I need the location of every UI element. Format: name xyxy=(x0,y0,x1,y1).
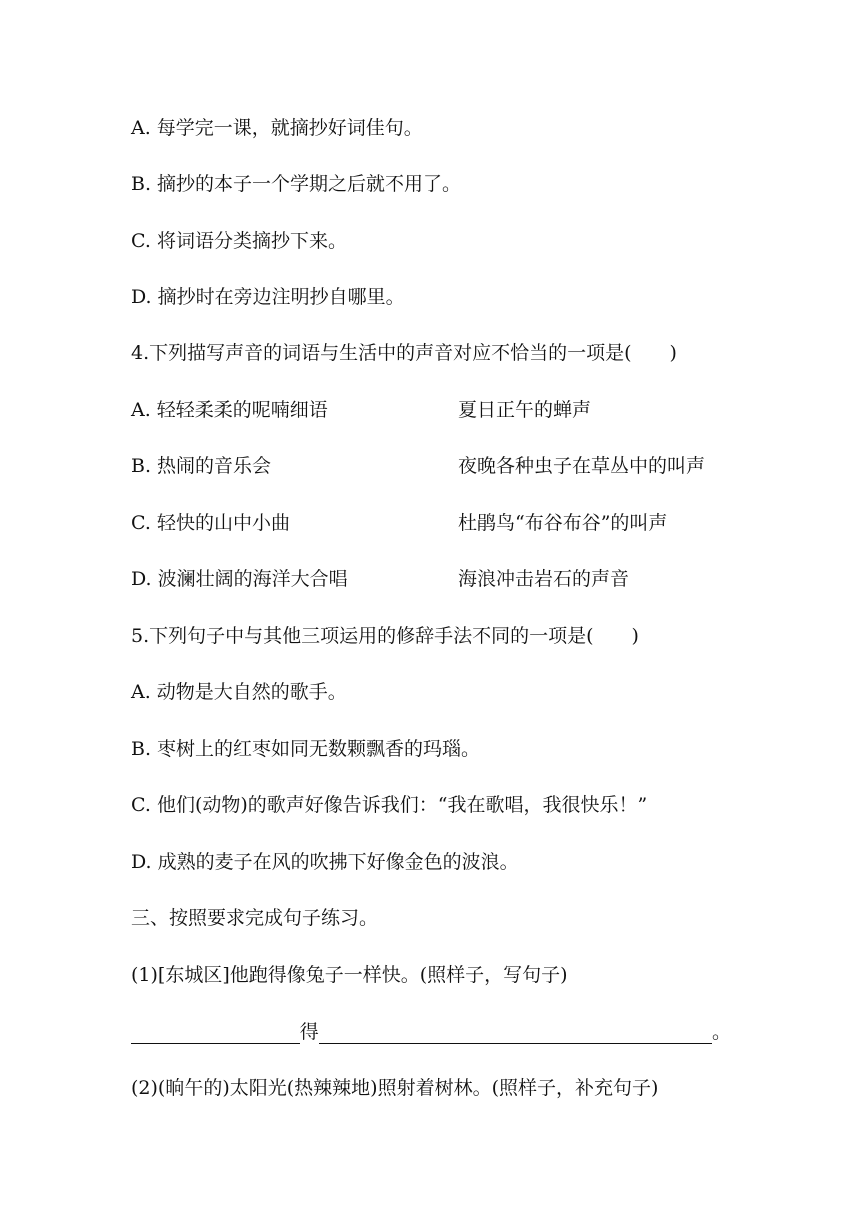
section-3-title: 三、按照要求完成句子练习。 xyxy=(131,907,379,929)
answer-blank-de: 得 xyxy=(299,1021,319,1043)
answer-blank-period: 。 xyxy=(711,1021,731,1043)
q4-option-b-right: 夜晚各种虫子在草丛中的叫声 xyxy=(458,455,706,477)
q3-option-b: B. 摘抄的本子一个学期之后就不用了。 xyxy=(131,173,462,195)
section-3-item-2: (2)(晌午的)太阳光(热辣辣地)照射着树林。(照样子，补充句子) xyxy=(131,1077,659,1099)
answer-blank-line[interactable] xyxy=(131,1020,731,1044)
q5-option-a: A. 动物是大自然的歌手。 xyxy=(131,681,347,703)
section-3-item-1: (1)[东城区]他跑得像兔子一样快。(照样子，写句子) xyxy=(131,964,568,986)
q5-option-b: B. 枣树上的红枣如同无数颗飘香的玛瑙。 xyxy=(131,738,481,760)
q4-option-a-left: A. 轻轻柔柔的呢喃细语 xyxy=(131,399,328,421)
answer-blank-first[interactable] xyxy=(131,1023,300,1044)
q4-option-d-right: 海浪冲击岩石的声音 xyxy=(458,568,630,590)
q4-option-b-left: B. 热闹的音乐会 xyxy=(131,455,272,477)
q5-option-c: C. 他们(动物)的歌声好像告诉我们：“我在歌唱，我很快乐！” xyxy=(131,794,648,816)
q5-option-d: D. 成熟的麦子在风的吹拂下好像金色的波浪。 xyxy=(131,851,519,873)
q4-option-a-right: 夏日正午的蝉声 xyxy=(458,399,592,421)
q3-option-c: C. 将词语分类摘抄下来。 xyxy=(131,230,347,252)
q4-stem: 4.下列描写声音的词语与生活中的声音对应不恰当的一项是( ) xyxy=(131,342,677,364)
answer-blank-second[interactable] xyxy=(319,1023,712,1044)
q5-stem: 5.下列句子中与其他三项运用的修辞手法不同的一项是( ) xyxy=(131,625,639,647)
q3-option-a: A. 每学完一课，就摘抄好词佳句。 xyxy=(131,117,423,139)
q4-option-d-left: D. 波澜壮阔的海洋大合唱 xyxy=(131,568,348,590)
q3-option-d: D. 摘抄时在旁边注明抄自哪里。 xyxy=(131,286,405,308)
q4-option-c-right: 杜鹃鸟“布谷布谷”的叫声 xyxy=(458,512,668,534)
q4-option-c-left: C. 轻快的山中小曲 xyxy=(131,512,290,534)
